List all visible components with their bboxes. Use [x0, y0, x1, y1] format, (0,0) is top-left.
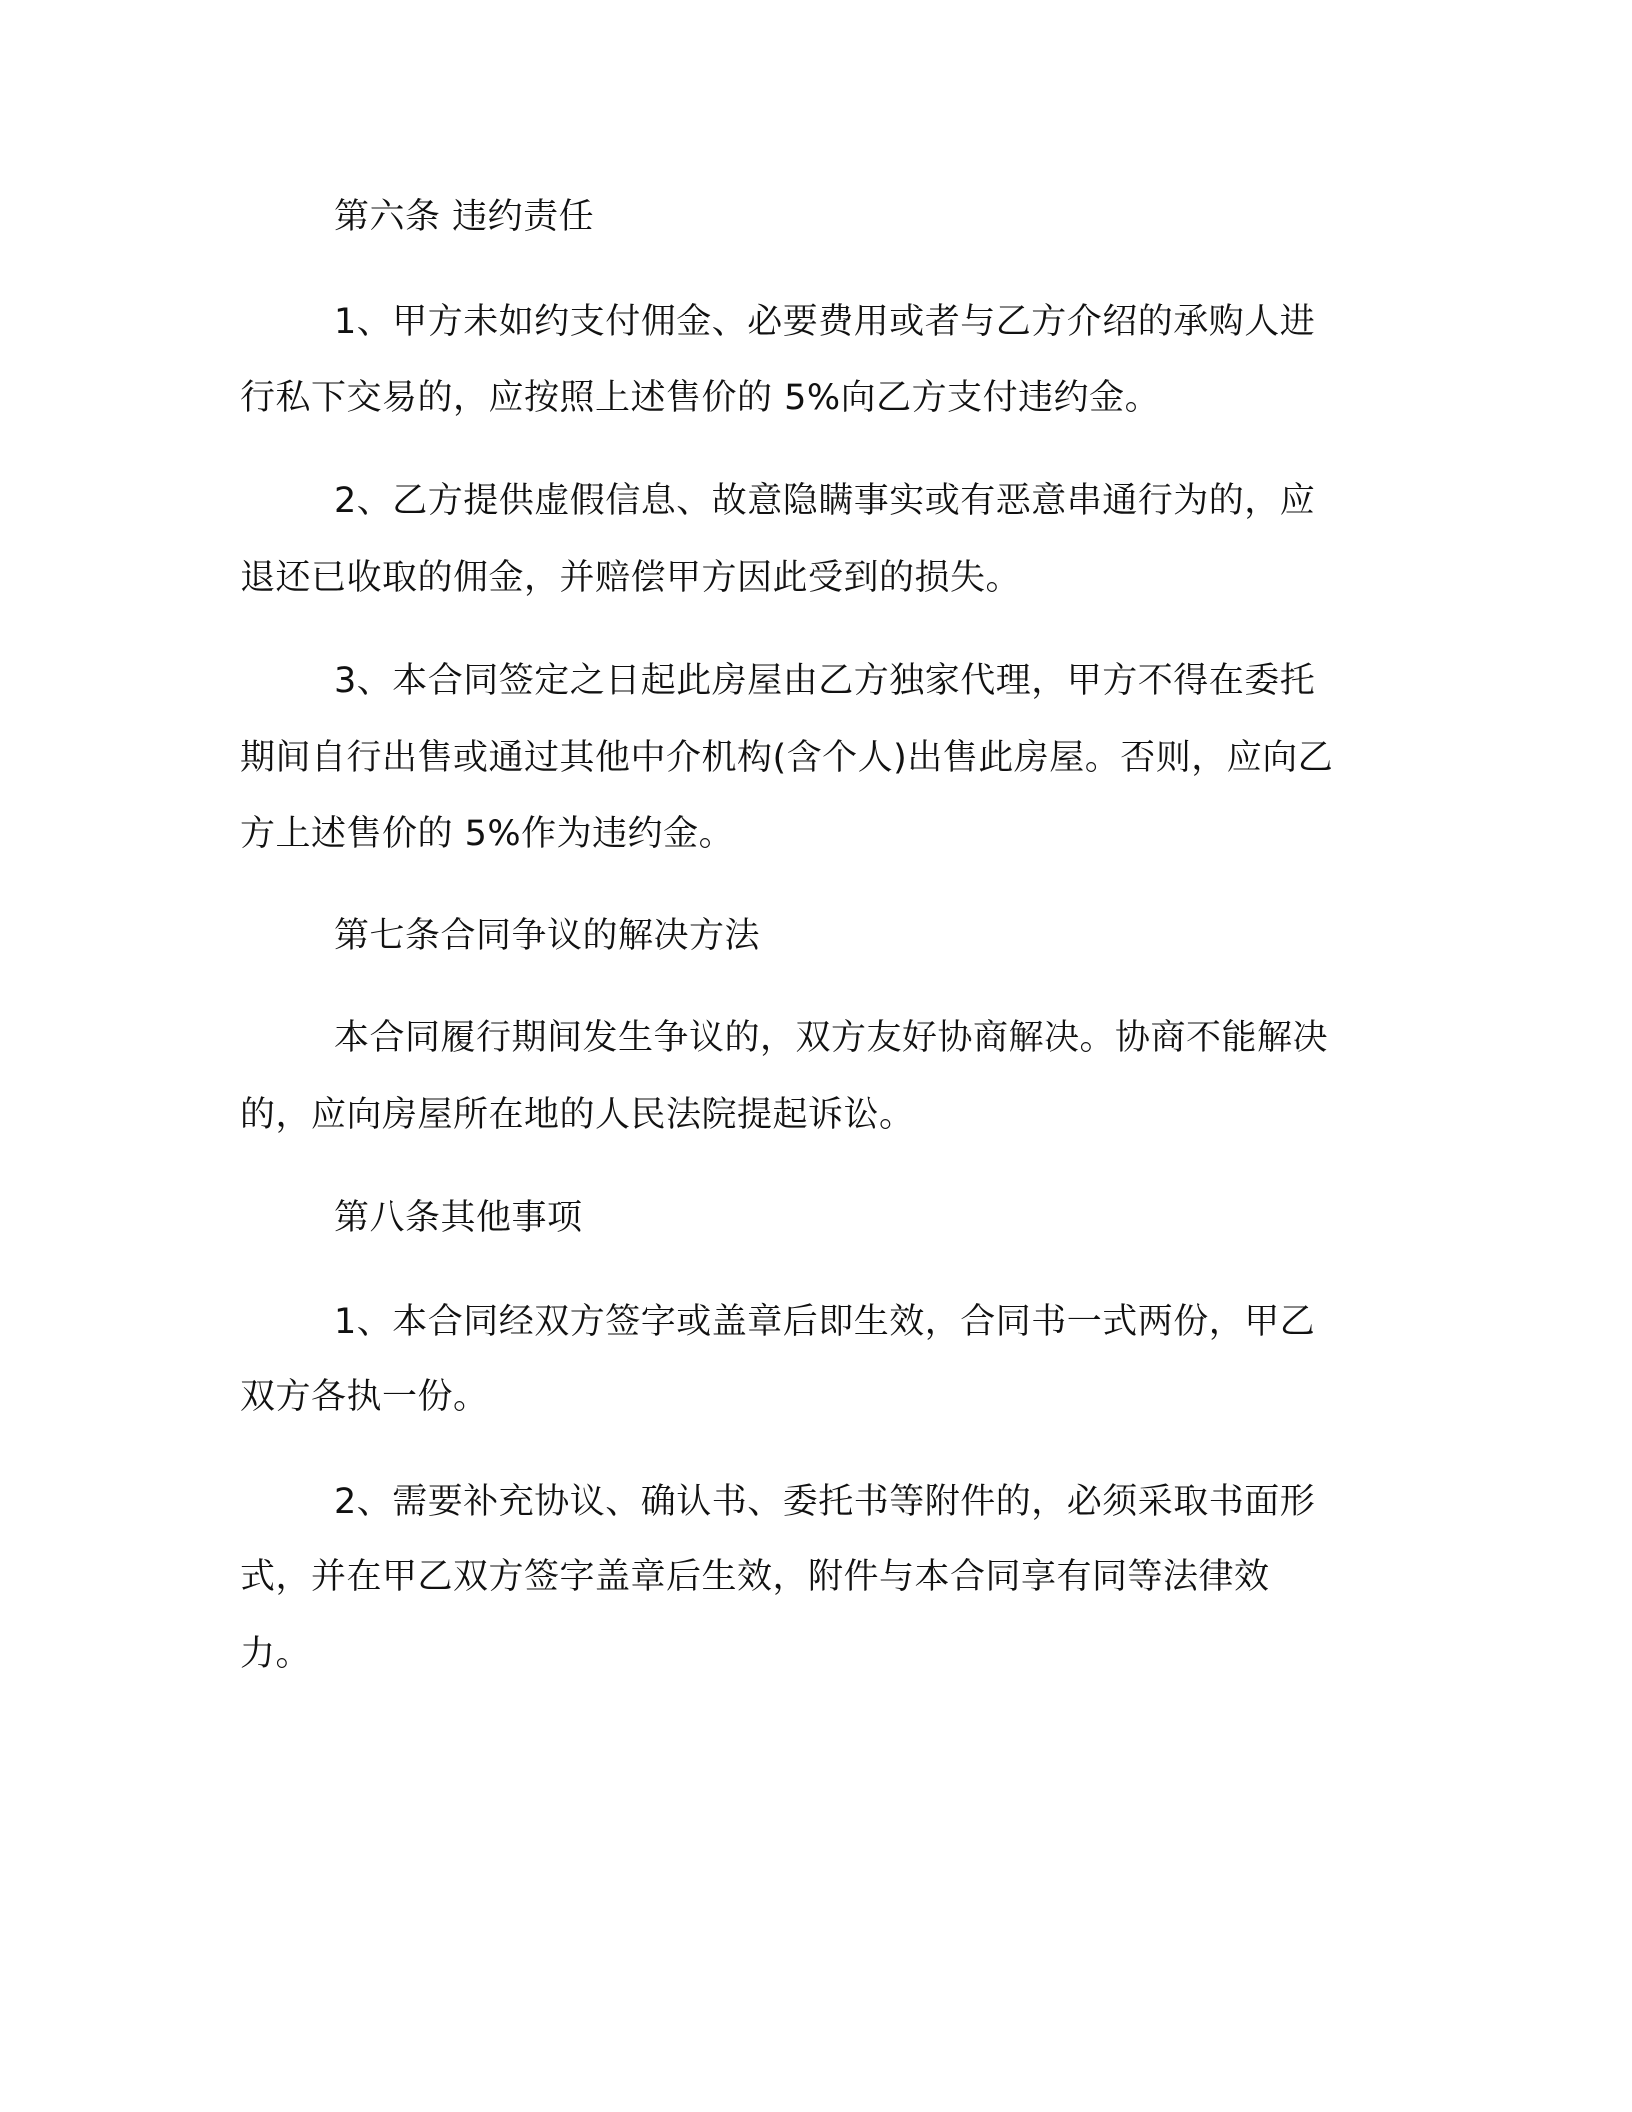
article-6-clause-3-line-1: 3、本合同签定之日起此房屋由乙方独家代理，甲方不得在委托 [334, 661, 1316, 701]
article-6-heading: 第六条 违约责任 [334, 197, 595, 237]
article-8-clause-1-line-2: 双方各执一份。 [240, 1377, 489, 1417]
article-6-clause-2-line-2: 退还已收取的佣金，并赔偿甲方因此受到的损失。 [240, 558, 1022, 598]
article-7-body-line-1: 本合同履行期间发生争议的，双方友好协商解决。协商不能解决 [334, 1018, 1329, 1058]
article-8-clause-2-line-3: 力。 [240, 1634, 312, 1674]
article-7-heading: 第七条合同争议的解决方法 [334, 916, 761, 956]
article-6-clause-3-line-3: 方上述售价的 5%作为违约金。 [240, 814, 735, 854]
article-7-body-line-2: 的，应向房屋所在地的人民法院提起诉讼。 [240, 1095, 915, 1135]
article-6-clause-1-line-1: 1、甲方未如约支付佣金、必要费用或者与乙方介绍的承购人进 [334, 302, 1316, 342]
article-8-clause-2-line-2: 式，并在甲乙双方签字盖章后生效，附件与本合同享有同等法律效 [240, 1557, 1270, 1597]
article-8-clause-2-line-1: 2、需要补充协议、确认书、委托书等附件的，必须采取书面形 [334, 1482, 1316, 1522]
article-6-clause-1-line-2: 行私下交易的，应按照上述售价的 5%向乙方支付违约金。 [240, 378, 1161, 418]
article-6-clause-3-line-2: 期间自行出售或通过其他中介机构(含个人)出售此房屋。否则，应向乙 [240, 738, 1334, 778]
article-8-clause-1-line-1: 1、本合同经双方签字或盖章后即生效，合同书一式两份，甲乙 [334, 1302, 1316, 1342]
article-6-clause-2-line-1: 2、乙方提供虚假信息、故意隐瞒事实或有恶意串通行为的，应 [334, 481, 1316, 521]
article-8-heading: 第八条其他事项 [334, 1198, 583, 1238]
